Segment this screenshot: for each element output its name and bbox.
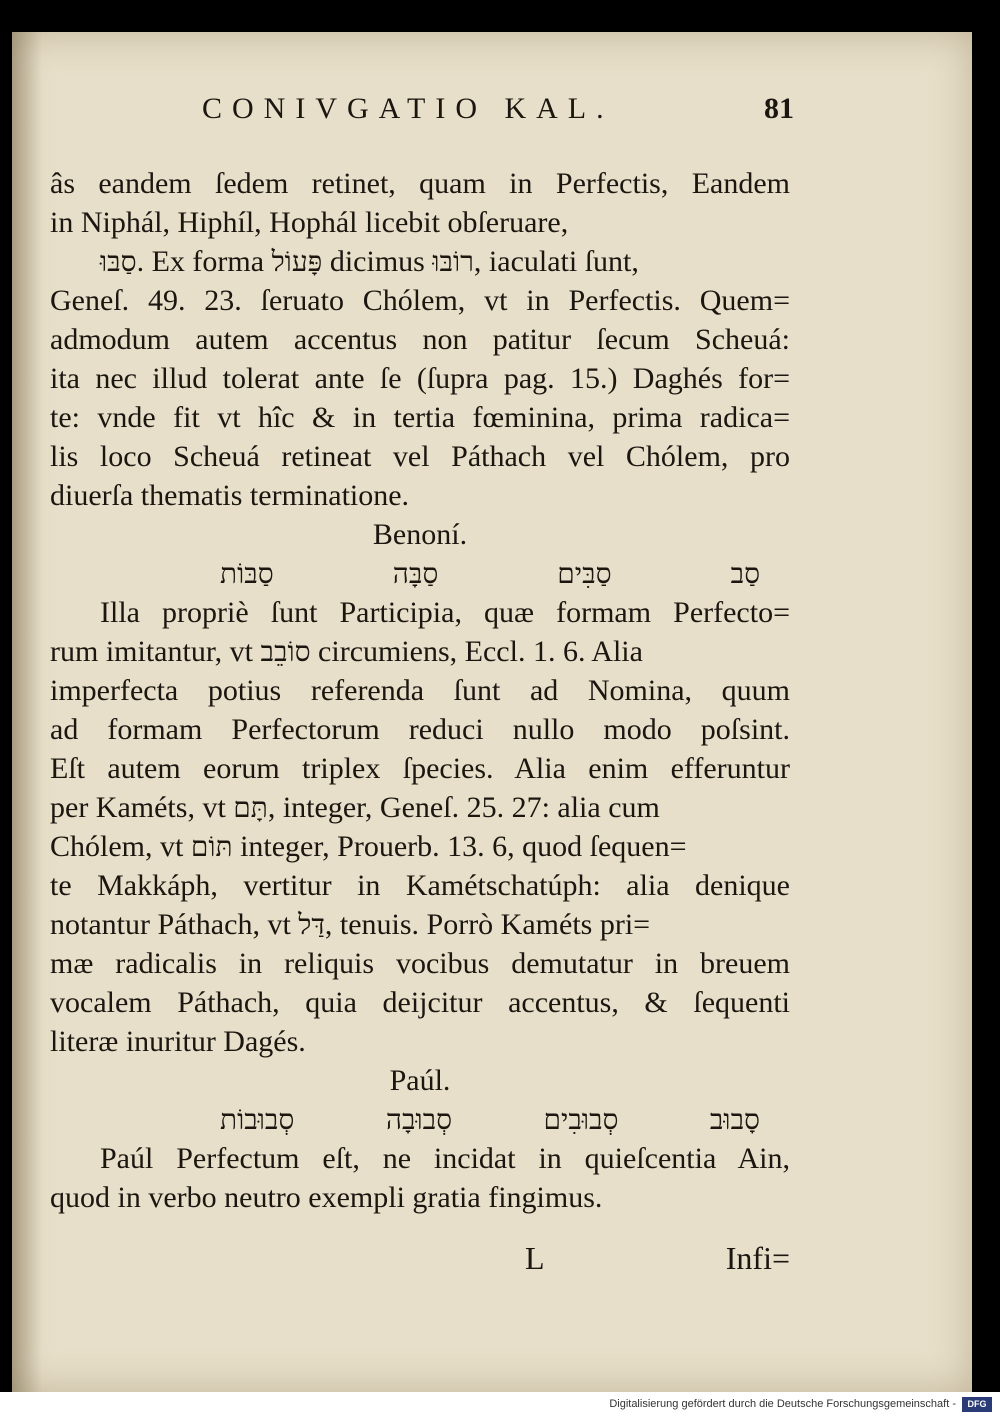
hebrew-word: סָבוּב [709, 1103, 760, 1136]
text-line: Illa propriè ſunt Participia, quæ formam Perfecto= [100, 596, 790, 629]
text-span: per Kaméts, vt [50, 791, 234, 824]
hebrew-word: סַבּוּ [100, 245, 137, 278]
text-line: Geneſ. 49. 23. ſeruato Chólem, vt in Perfectis. Quem= [50, 284, 790, 317]
credit-text: Digitalisierung gefördert durch die Deutsche Forschungsgemeinschaft - [609, 1398, 956, 1410]
text-span: notantur Páthach, vt [50, 908, 299, 941]
hebrew-paradigm-row [50, 554, 790, 593]
text-line [50, 905, 790, 944]
hebrew-word: פָּעוֹל [271, 245, 323, 278]
text-line: Eſt autem eorum triplex ſpecies. Alia enim efferuntur [50, 752, 790, 785]
hebrew-word: סַבִּים [557, 557, 612, 590]
hebrew-word: סַב [730, 557, 760, 590]
main-text [50, 164, 790, 1217]
text-span: rum imitantur, vt [50, 635, 261, 668]
text-line: imperfecta potius referenda ſunt ad Nomina, quum [50, 674, 790, 707]
text-line: lis loco Scheuá retineat vel Páthach vel Chólem, pro [50, 440, 790, 473]
catchword: Infi= [725, 1240, 790, 1276]
text-line: quod in verbo neutro exempli gratia fingimus. [50, 1181, 603, 1214]
text-span: integer, Prouerb. 13. 6, quod ſequen= [232, 830, 687, 863]
text-line [50, 788, 790, 827]
dfg-logo: DFG [962, 1397, 992, 1412]
page-footer [50, 1240, 790, 1280]
hebrew-word: רוֹבּוּ [432, 245, 474, 278]
hebrew-paradigm-row [50, 1100, 790, 1139]
text-line: ita nec illud tolerat ante ſe (ſupra pag. 15.) Daghés for= [50, 362, 790, 395]
page-header [12, 92, 972, 132]
text-span: , iaculati ſunt, [473, 245, 639, 278]
section-heading-paul: Paúl. [389, 1064, 451, 1097]
hebrew-word: דַּל [298, 908, 325, 941]
hebrew-word: תָּם [233, 791, 268, 824]
text-line [50, 827, 790, 866]
text-line: âs eandem ſedem retinet, quam in Perfectis, Eandem [50, 167, 790, 200]
hebrew-word: סְבוּבוֹת [220, 1103, 295, 1136]
hebrew-word: סְבוּבָה [385, 1103, 453, 1136]
text-line: diuerſa thematis terminatione. [50, 479, 410, 512]
text-line: te Makkáph, vertitur in Kamétschatúph: alia denique [50, 869, 790, 902]
text-span: circumiens, Eccl. 1. 6. Alia [310, 635, 643, 668]
text-line: te: vnde fit vt hîc & in tertia fœminina, prima radica= [50, 401, 790, 434]
text-line: admodum autem accentus non patitur ſecum Scheuá: [50, 323, 790, 356]
text-line [50, 242, 790, 281]
text-span: . Ex forma [136, 245, 272, 278]
book-page [12, 32, 972, 1392]
text-line [50, 632, 790, 671]
text-line: in Niphál, Hiphíl, Hophál licebit obſeruare, [50, 206, 569, 239]
section-heading-benoni: Benoní. [372, 518, 468, 551]
hebrew-word: סַבָּה [392, 557, 439, 590]
text-line: Paúl Perfectum eſt, ne incidat in quieſcentia Ain, [100, 1142, 790, 1175]
text-line: ad formam Perfectorum reduci nullo modo poſsint. [50, 713, 790, 746]
text-span: dicimus [322, 245, 433, 278]
text-line: mæ radicalis in reliquis vocibus demutatur in breuem [50, 947, 790, 980]
hebrew-word: סוֹבֵב [260, 635, 311, 668]
hebrew-word: סַבּוֹת [220, 557, 274, 590]
signature-mark: L [525, 1240, 545, 1276]
text-line: literæ inuritur Dagés. [50, 1025, 306, 1058]
text-span: Chólem, vt [50, 830, 191, 863]
text-line: vocalem Páthach, quia deijcitur accentus, & ſequenti [50, 986, 790, 1019]
page-number: 81 [764, 92, 794, 125]
text-span: , integer, Geneſ. 25. 27: alia cum [267, 791, 660, 824]
hebrew-word: סְבוּבִים [543, 1103, 619, 1136]
hebrew-word: תּוֹם [190, 830, 233, 863]
credit-bar [0, 1392, 1000, 1418]
running-title: CONIVGATIO KAL. [202, 92, 614, 125]
text-span: , tenuis. Porrò Kaméts pri= [324, 908, 651, 941]
